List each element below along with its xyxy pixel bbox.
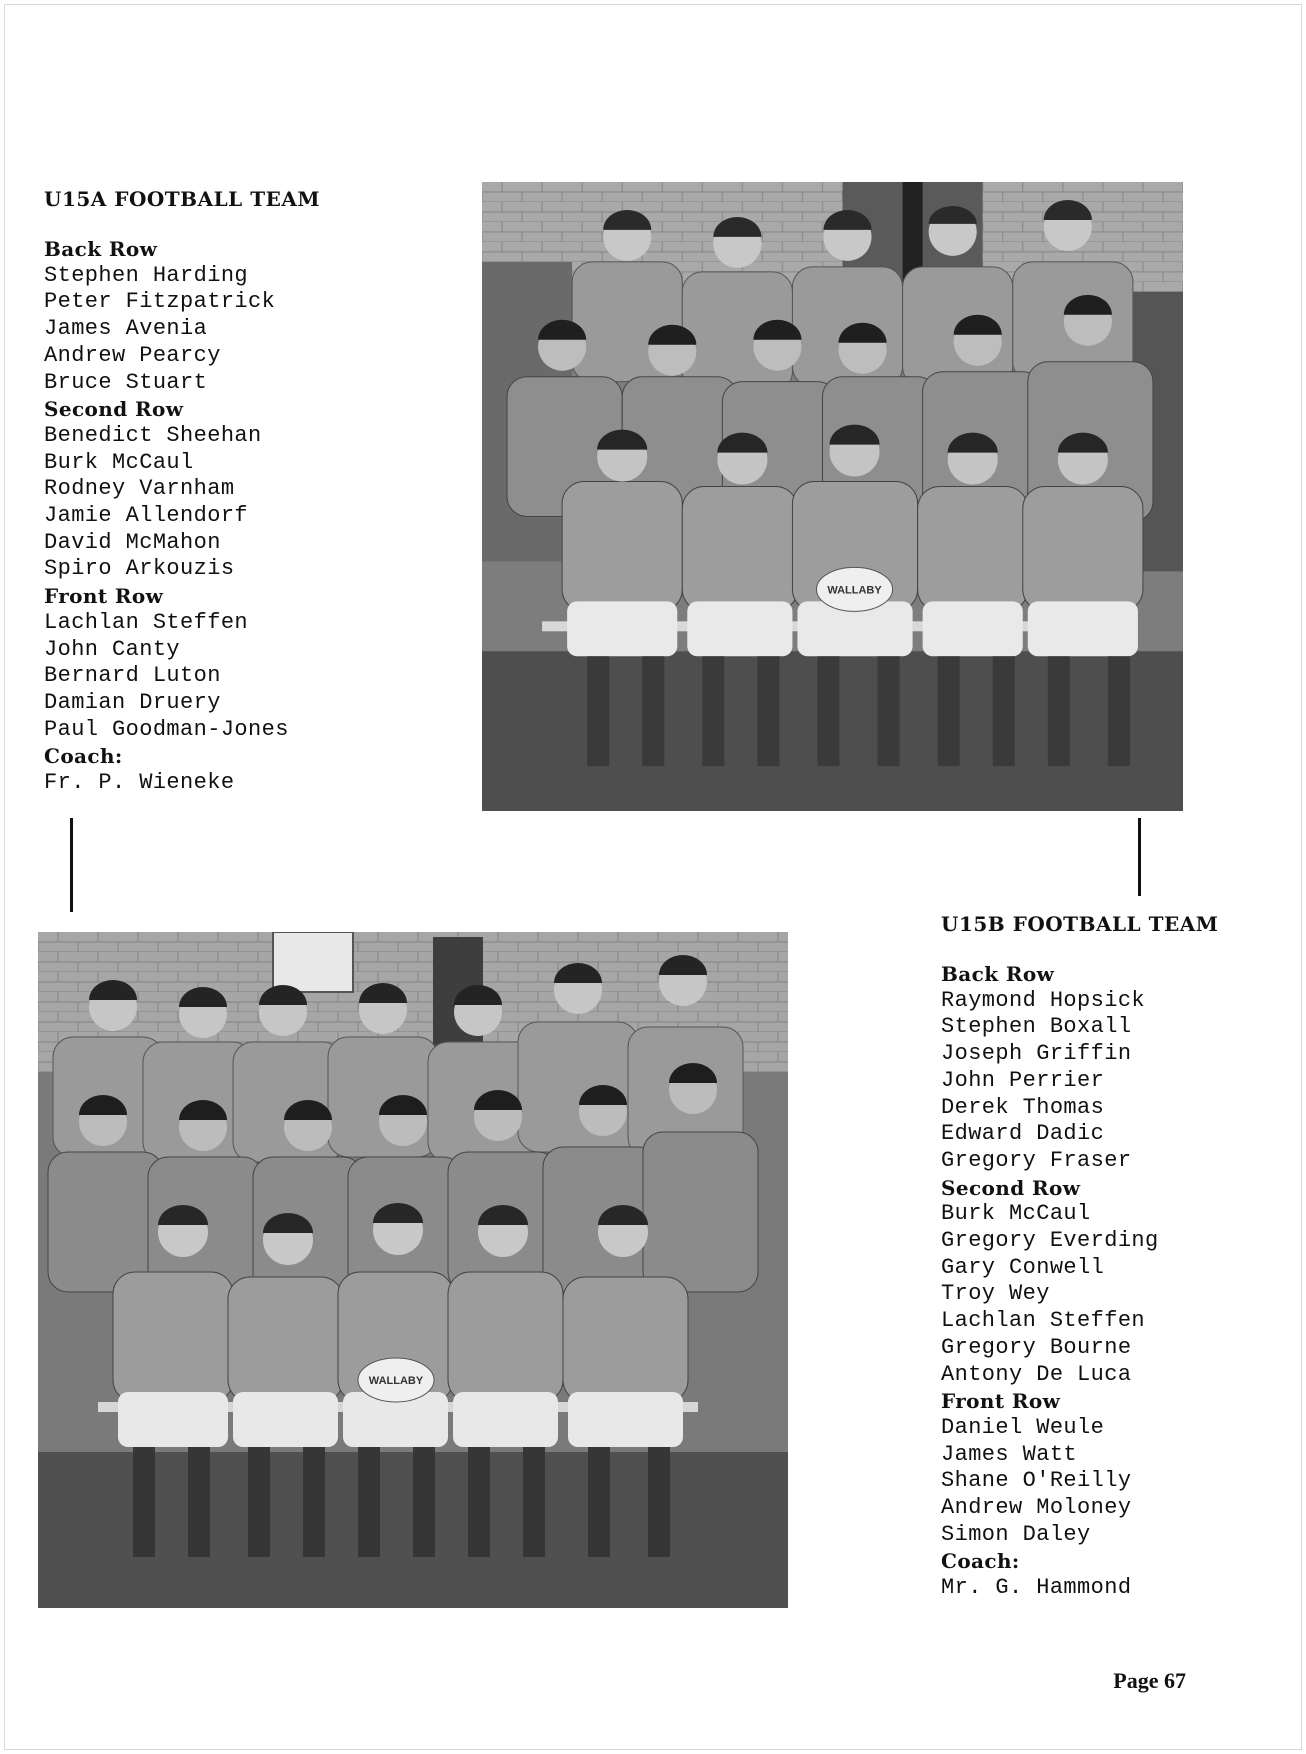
u15a-ball-lettering: WALLABY (827, 584, 882, 597)
u15a-front-row-name: Damian Druery (44, 689, 221, 715)
u15a-second-row-name: Burk McCaul (44, 449, 194, 475)
u15a-front-row-name: Paul Goodman-Jones (44, 716, 289, 742)
u15b-back-row-name: Gregory Fraser (941, 1147, 1132, 1173)
u15a-back-row-name: Andrew Pearcy (44, 342, 221, 368)
u15b-front-row-name: Simon Daley (941, 1521, 1091, 1547)
u15b-front-row-name: Shane O'Reilly (941, 1468, 1132, 1494)
u15b-ball-lettering: WALLABY (368, 1375, 424, 1387)
u15b-front-row-name: James Watt (941, 1441, 1078, 1467)
u15a-back-row-name: Stephen Harding (44, 262, 249, 288)
u15a-roster (44, 187, 320, 797)
u15a-coach-name: Fr. P. Wieneke (44, 770, 235, 796)
u15b-second-row-name: Gregory Everding (941, 1228, 1159, 1254)
u15a-second-row-name: Jamie Allendorf (44, 503, 249, 529)
u15b-team-photo (38, 932, 788, 1608)
u15b-back-row-name: John Perrier (941, 1067, 1105, 1093)
u15a-second-row-name: Rodney Varnham (44, 476, 235, 502)
u15b-second-row-name: Gregory Bourne (941, 1334, 1132, 1360)
u15b-back-row-heading: Back Row (941, 962, 1055, 986)
u15a-second-row-heading: Second Row (44, 397, 184, 422)
u15b-second-row-name: Gary Conwell (941, 1254, 1105, 1280)
u15b-roster (941, 912, 1218, 1602)
u15b-second-row-name: Burk McCaul (941, 1201, 1091, 1227)
u15a-front-row-name: Bernard Luton (44, 663, 221, 689)
u15b-back-row-name: Stephen Boxall (941, 1014, 1132, 1040)
u15b-coach-name: Mr. G. Hammond (941, 1575, 1132, 1601)
u15a-second-row-name: David McMahon (44, 529, 221, 555)
u15a-front-row-heading: Front Row (44, 584, 164, 609)
u15b-back-row-name: Raymond Hopsick (941, 987, 1146, 1013)
u15b-front-row-name: Andrew Moloney (941, 1495, 1132, 1521)
u15a-title: U15A FOOTBALL TEAM (44, 187, 320, 211)
u15a-team-photo (482, 182, 1183, 811)
page-number: Page 67 (1113, 1668, 1186, 1693)
u15b-front-row-heading: Front Row (941, 1389, 1061, 1414)
u15a-coach-heading: Coach: (44, 744, 123, 769)
connector-rule-right (1138, 818, 1141, 896)
u15a-back-row-name: Peter Fitzpatrick (44, 289, 276, 315)
u15b-back-row-name: Derek Thomas (941, 1094, 1105, 1120)
u15a-back-row-name: James Avenia (44, 316, 208, 342)
u15b-coach-heading: Coach: (941, 1549, 1020, 1574)
u15b-second-row-name: Troy Wey (941, 1281, 1050, 1307)
connector-rule-left (70, 818, 73, 912)
u15a-front-row-name: Lachlan Steffen (44, 609, 249, 635)
u15a-front-row-name: John Canty (44, 636, 181, 662)
u15b-title: U15B FOOTBALL TEAM (941, 912, 1219, 936)
u15a-second-row-name: Spiro Arkouzis (44, 556, 235, 582)
u15b-back-row-name: Joseph Griffin (941, 1041, 1132, 1067)
u15b-back-row-name: Edward Dadic (941, 1121, 1105, 1147)
u15b-second-row-name: Antony De Luca (941, 1361, 1132, 1387)
u15a-back-row-name: Bruce Stuart (44, 369, 208, 395)
u15a-second-row-name: Benedict Sheehan (44, 422, 262, 448)
u15b-front-row-name: Daniel Weule (941, 1414, 1105, 1440)
u15b-second-row-name: Lachlan Steffen (941, 1308, 1146, 1334)
u15b-second-row-heading: Second Row (941, 1175, 1081, 1200)
u15a-back-row-heading: Back Row (44, 237, 158, 261)
